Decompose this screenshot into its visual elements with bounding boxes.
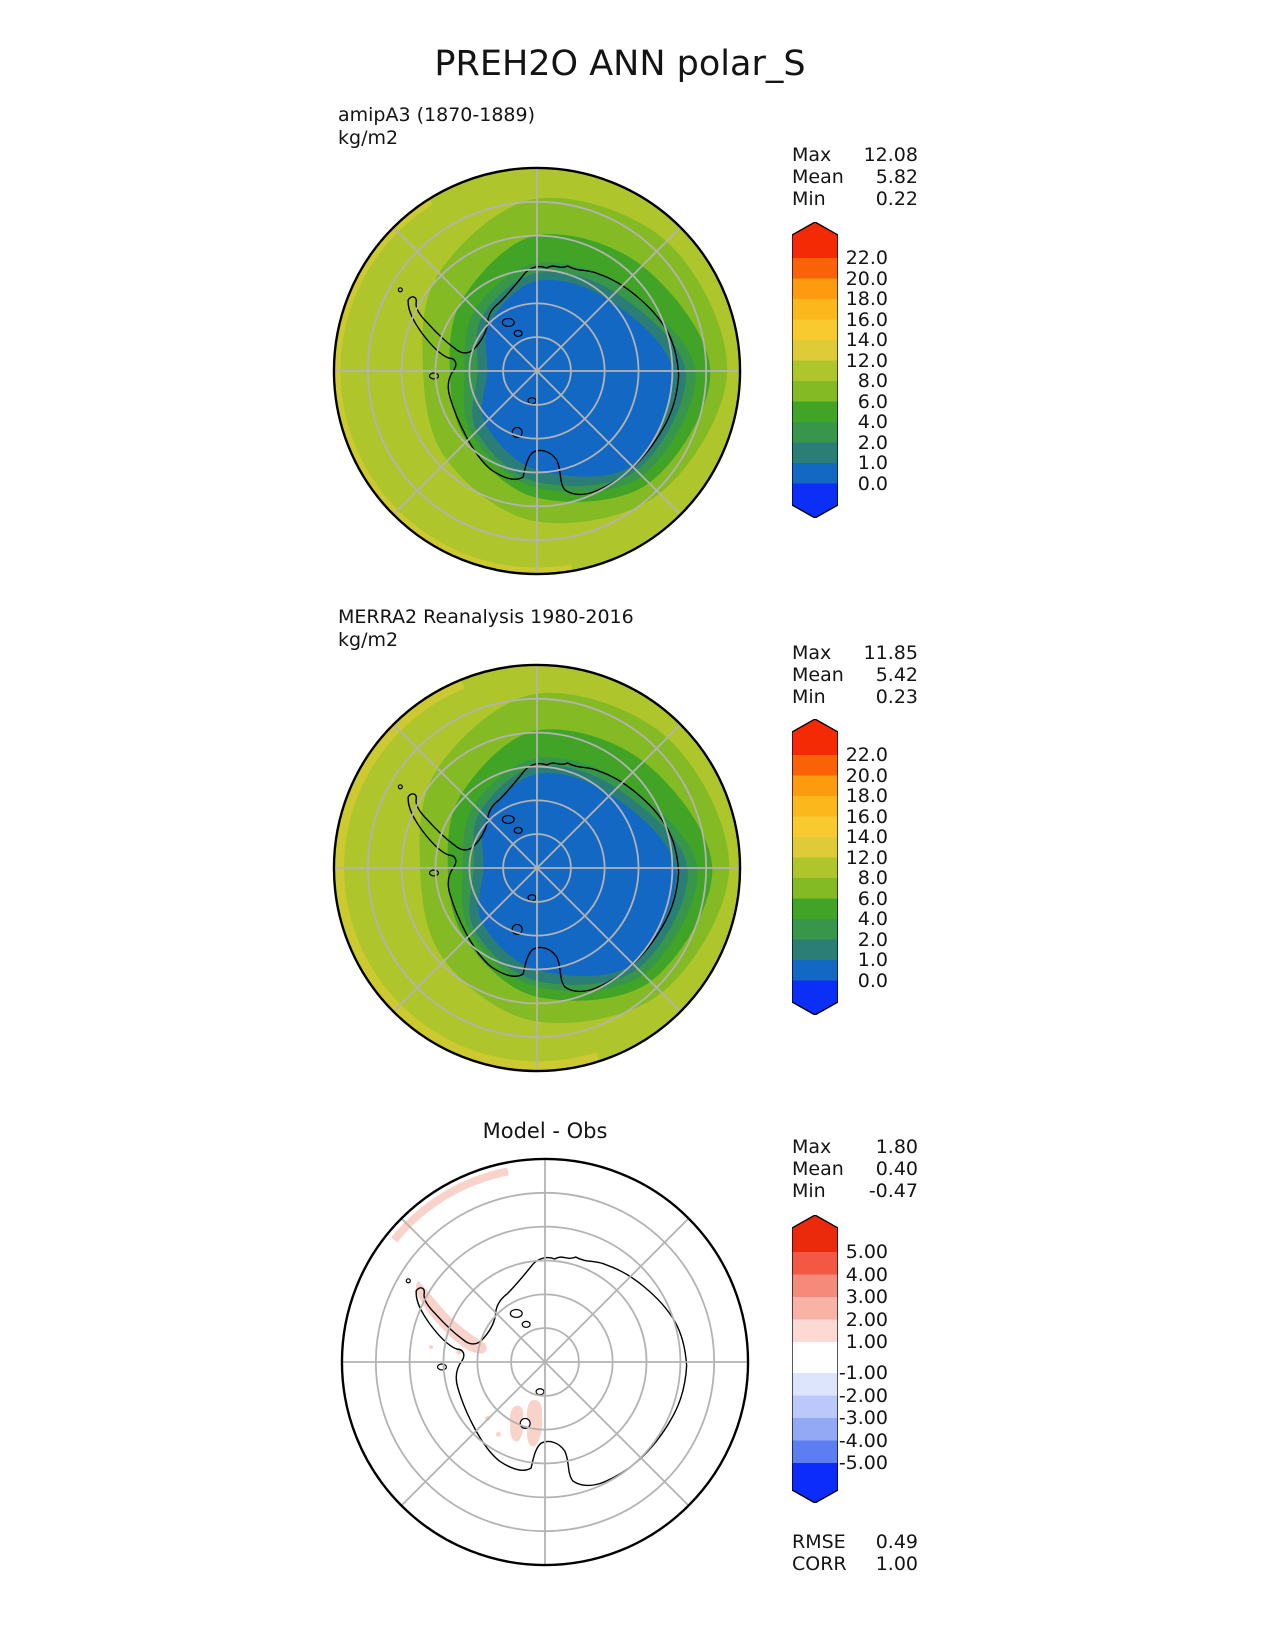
colorbar-tick-label: -2.00 <box>838 1384 888 1407</box>
colorbar-tick-label: 14.0 <box>845 826 888 848</box>
colorbar-diff <box>792 1215 952 1503</box>
figure-title: PREH2O ANN polar_S <box>434 44 806 84</box>
stat-value: 5.82 <box>875 166 918 188</box>
stat-row <box>792 166 918 188</box>
colorbar-tick-label: -5.00 <box>838 1452 888 1474</box>
stat-row <box>792 1180 918 1202</box>
colorbar-tick-label: 6.0 <box>857 390 888 413</box>
colorbar-tick-label: 16.0 <box>845 805 888 828</box>
stat-value: -0.47 <box>868 1180 918 1202</box>
map1-svg <box>329 163 745 579</box>
panel2-title: MERRA2 Reanalysis 1980-2016 <box>338 606 634 628</box>
colorbar-tick-label: 1.0 <box>857 949 888 971</box>
stat-label: Mean <box>792 1158 844 1180</box>
colorbar-obs <box>792 719 952 1015</box>
colorbar-tick-label: -4.00 <box>838 1429 888 1452</box>
graticule <box>342 1159 748 1565</box>
colorbar-tick-label: 18.0 <box>845 785 888 807</box>
stat-value: 1.80 <box>875 1136 918 1158</box>
stat-row <box>792 1158 918 1180</box>
stat-label: Max <box>792 144 832 166</box>
stat-row <box>792 686 918 708</box>
colorbar-tick-label: 6.0 <box>857 887 888 910</box>
metric-label: RMSE <box>792 1531 846 1553</box>
colorbar-tick-label: -1.00 <box>838 1362 888 1384</box>
colorbar-tick-label: 8.0 <box>857 370 888 392</box>
colorbar-tick-label: 18.0 <box>845 288 888 310</box>
colorbar-tick-label: 16.0 <box>845 308 888 331</box>
colorbar-tick-label: 8.0 <box>857 867 888 889</box>
map3-svg <box>337 1154 753 1570</box>
colorbar-tick-label: 14.0 <box>845 329 888 351</box>
graticule <box>334 665 740 1071</box>
metric-row <box>792 1553 918 1575</box>
stat-row <box>792 1136 918 1158</box>
colorbar-model <box>792 222 952 518</box>
metric-label: CORR <box>792 1553 847 1575</box>
stat-label: Max <box>792 1136 832 1158</box>
stat-value: 5.42 <box>875 664 918 686</box>
colorbar-tick-label: 12.0 <box>845 349 888 372</box>
stat-row <box>792 144 918 166</box>
stat-row <box>792 664 918 686</box>
stat-label: Mean <box>792 664 844 686</box>
stat-value: 0.23 <box>875 686 918 708</box>
diff-positive-dot <box>429 1345 433 1349</box>
colorbar-tick-label: 4.0 <box>857 908 888 930</box>
stat-value: 0.40 <box>875 1158 918 1180</box>
colorbar-tick-label: 2.0 <box>857 431 888 454</box>
stat-value: 0.22 <box>875 188 918 210</box>
graticule <box>334 168 740 574</box>
colorbar-tick-label: 1.00 <box>845 1331 888 1353</box>
map-model <box>329 163 745 579</box>
panel2-units: kg/m2 <box>338 629 399 651</box>
colorbar-tick-label: 20.0 <box>845 764 888 787</box>
diff-positive-dot <box>496 1432 501 1437</box>
stat-label: Mean <box>792 166 844 188</box>
stat-value: 11.85 <box>863 642 918 664</box>
stat-row <box>792 188 918 210</box>
colorbar-tick-label: 20.0 <box>845 267 888 290</box>
colorbar-tick-label: 22.0 <box>845 744 888 766</box>
colorbar-tick-label: 22.0 <box>845 247 888 269</box>
stat-label: Min <box>792 686 826 708</box>
colorbar-tick-label: 1.0 <box>857 452 888 474</box>
metric-row <box>792 1531 918 1553</box>
stat-value: 12.08 <box>863 144 918 166</box>
colorbar-tick-label: 3.00 <box>845 1286 888 1308</box>
metric-value: 1.00 <box>875 1553 918 1575</box>
map2-svg <box>329 660 745 1076</box>
panel1-units: kg/m2 <box>338 127 399 149</box>
stat-label: Max <box>792 642 832 664</box>
colorbar-tick-label: 2.00 <box>845 1308 888 1331</box>
map-obs <box>329 660 745 1076</box>
colorbar-tick-label: -3.00 <box>838 1407 888 1429</box>
stat-label: Min <box>792 188 826 210</box>
colorbar-tick-label: 0.0 <box>857 472 888 495</box>
colorbar-tick-label: 4.00 <box>845 1263 888 1286</box>
metric-value: 0.49 <box>875 1531 918 1553</box>
colorbar-tick-label: 12.0 <box>845 846 888 869</box>
colorbar-tick-label: 0.0 <box>857 969 888 992</box>
stat-row <box>792 642 918 664</box>
stat-label: Min <box>792 1180 826 1202</box>
colorbar-tick-label: 4.0 <box>857 411 888 433</box>
panel1-title: amipA3 (1870-1889) <box>338 104 536 126</box>
colorbar-tick-label: 2.0 <box>857 928 888 951</box>
colorbar-tick-label: 5.00 <box>845 1241 888 1263</box>
panel3-title: Model - Obs <box>482 1119 608 1143</box>
map-diff <box>337 1154 753 1570</box>
